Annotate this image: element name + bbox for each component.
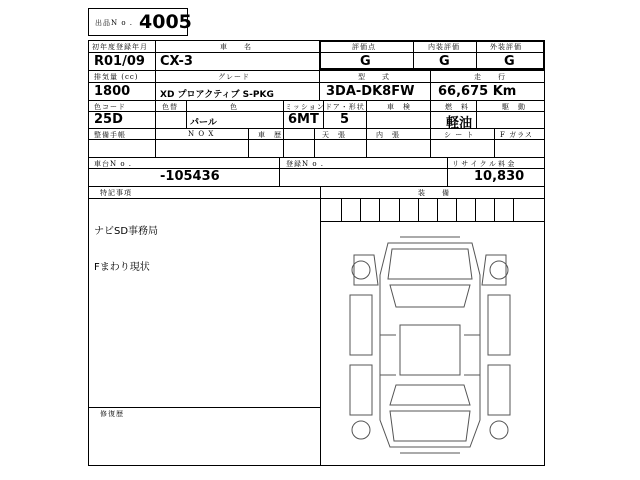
special-notes-label: 特記事項 xyxy=(100,189,132,197)
seat-label: シ ー ト xyxy=(444,131,475,139)
fuel-label: 燃 料 xyxy=(445,103,469,111)
grade-label: グレード xyxy=(218,73,250,81)
note-line-1: ナビSD事務局 xyxy=(94,226,159,237)
first-reg-label: 初年度登録年月 xyxy=(92,43,148,51)
score-value: G xyxy=(360,54,371,69)
displacement-value: 1800 xyxy=(94,84,131,99)
repair-history-label: 修復歴 xyxy=(100,410,124,418)
inspection-label: 車 検 xyxy=(387,103,411,111)
mileage-value: 66,675 Km xyxy=(438,84,517,99)
car-name-label: 車 名 xyxy=(220,43,252,51)
displacement-label: 排気量 (cc) xyxy=(94,73,139,81)
exterior-score-label: 外装評価 xyxy=(490,43,522,51)
interior-label: 内 張 xyxy=(376,131,400,139)
nox-label: N O X xyxy=(188,130,215,138)
mileage-label: 走 行 xyxy=(474,73,506,81)
score-label: 評価点 xyxy=(352,43,376,51)
note-line-2: Fまわり現状 xyxy=(94,262,150,273)
color-code-value: 25D xyxy=(94,112,123,127)
lot-number-value: 4005 xyxy=(139,11,192,33)
recycle-fee-label: リ サ イ ク ル 料 金 xyxy=(452,160,515,168)
car-condition-diagram xyxy=(340,235,520,455)
chassis-no-label: 車台N o . xyxy=(94,160,133,168)
recycle-ticket-label: 車 歴 xyxy=(258,131,282,139)
sunroof-label: 天 張 xyxy=(322,131,346,139)
grade-value: XD プロアクティブ S-PKG xyxy=(160,90,274,100)
doors-value: 5 xyxy=(340,112,350,127)
color-label: 色 xyxy=(230,103,238,111)
transmission-value: 6MT xyxy=(288,112,319,127)
color-value: パール xyxy=(190,118,217,128)
recycle-fee-value: 10,830 xyxy=(474,169,525,184)
equipment-label: 装 備 xyxy=(418,189,450,197)
car-name-value: CX-3 xyxy=(160,54,193,69)
color-swap-label: 色替 xyxy=(162,103,178,111)
exterior-score-value: G xyxy=(504,54,515,69)
chassis-no-value: -105436 xyxy=(160,169,220,184)
lot-number-label: 出品N o . xyxy=(95,19,134,27)
manual-label: 整備手帳 xyxy=(94,131,126,139)
color-code-label: 色コード xyxy=(94,103,126,111)
interior-score-label: 内装評価 xyxy=(428,43,460,51)
fuel-value: 軽油 xyxy=(446,116,473,131)
door-shape-label: ドア・形状 xyxy=(325,103,365,111)
reg-no-label: 登録N o . xyxy=(286,160,325,168)
drive-label: 駆 動 xyxy=(502,103,526,111)
model-value: 3DA-DK8FW xyxy=(326,84,415,99)
f-glass-label: F ガラス xyxy=(500,131,533,139)
transmission-label: ミッション xyxy=(285,103,325,111)
interior-score-value: G xyxy=(439,54,450,69)
first-reg-value: R01/09 xyxy=(94,54,145,69)
model-label: 型 式 xyxy=(358,73,390,81)
